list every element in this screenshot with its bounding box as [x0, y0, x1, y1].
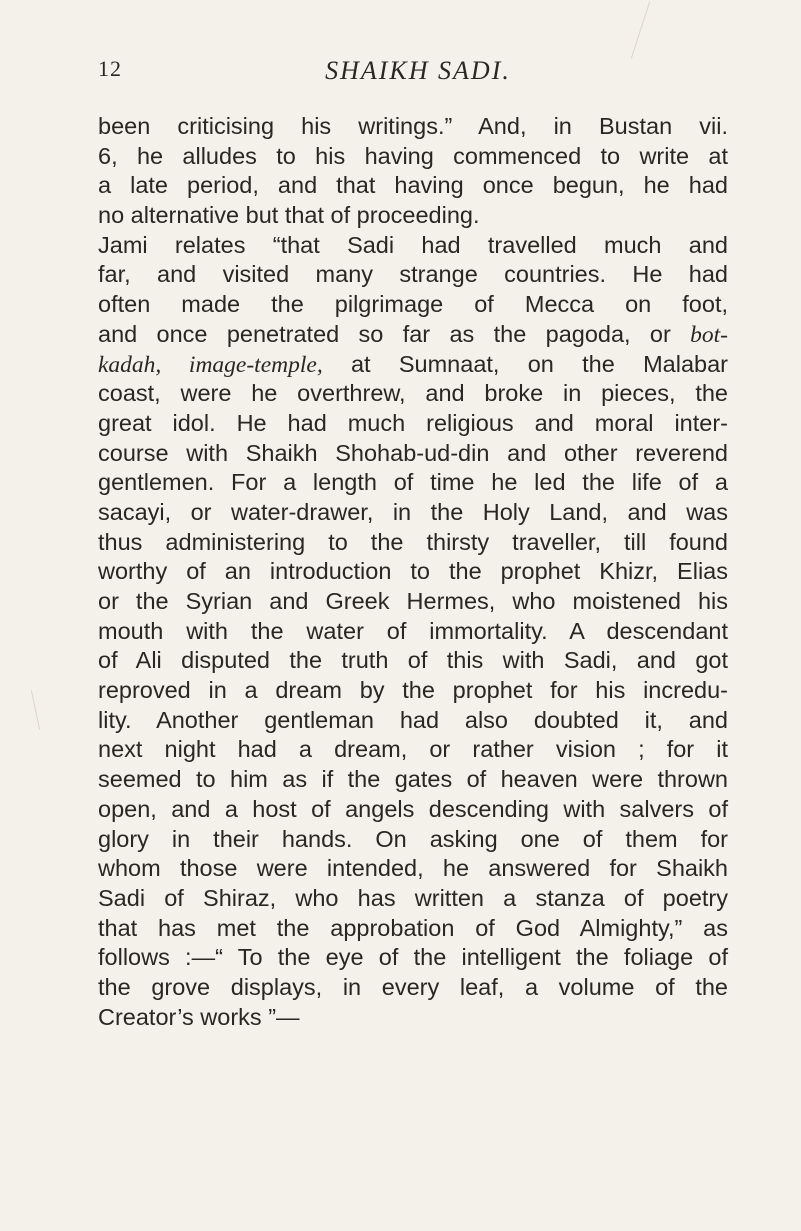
text-line	[98, 884, 728, 914]
line-text: worthy of an introduction to the prophet Khizr, Elias	[98, 558, 728, 585]
text-line	[98, 765, 728, 795]
text-line	[98, 290, 728, 320]
line-text: often made the pilgrimage of Mecca on foot,	[98, 291, 728, 318]
running-title: SHAIKH SADI.	[325, 56, 511, 85]
text-line	[98, 379, 728, 409]
text-line	[98, 201, 728, 231]
text-line	[98, 409, 728, 439]
body-text	[98, 112, 728, 1032]
line-text: reproved in a dream by the prophet for his incredu-	[98, 677, 728, 704]
text-line	[98, 498, 728, 528]
page-number: 12	[98, 56, 122, 81]
text-line	[98, 617, 728, 647]
line-text: course with Shaikh Shohab-ud-din and other reverend	[98, 439, 728, 466]
italic-term: kadah, image-temple,	[98, 351, 323, 378]
text-line	[98, 973, 728, 1003]
line-text: Sadi of Shiraz, who has written a stanza of poetry	[98, 884, 728, 911]
text-line	[98, 468, 728, 498]
text-line	[98, 142, 728, 172]
text-line	[98, 171, 728, 201]
paper-mark	[631, 1, 650, 58]
line-text: seemed to him as if the gates of heaven were thrown	[98, 766, 728, 793]
page-header	[98, 56, 738, 96]
line-text: been criticising his writings.” And, in Bustan vii.	[98, 113, 728, 139]
line-text: Jami relates “that Sadi had travelled much and	[98, 231, 728, 258]
line-text: gentlemen. For a length of time he led the life of a	[98, 469, 728, 496]
line-text: thus administering to the thirsty traveller, till found	[98, 528, 728, 555]
text-line	[98, 706, 728, 736]
line-text: of Ali disputed the truth of this with Sadi, and got	[98, 647, 728, 674]
text-line	[98, 646, 728, 676]
line-text: far, and visited many strange countries. He had	[98, 261, 728, 288]
text-line	[98, 112, 728, 142]
text-line	[98, 231, 728, 261]
line-text: great idol. He had much religious and moral inter-	[98, 409, 728, 436]
text-line	[98, 825, 728, 855]
paper-mark	[31, 690, 40, 729]
text-line	[98, 528, 728, 558]
line-text: no alternative but that of proceeding.	[98, 202, 480, 229]
line-text: coast, were he overthrew, and broke in pieces, the	[98, 380, 728, 407]
line-text: whom those were intended, he answered for Shaikh	[98, 855, 728, 882]
text-line	[98, 943, 728, 973]
line-text: and once penetrated so far as the pagoda, or	[98, 320, 691, 347]
line-text: glory in their hands. On asking one of them for	[98, 825, 728, 852]
line-text: that has met the approbation of God Almighty,” as	[98, 914, 728, 941]
line-text: mouth with the water of immortality. A descendant	[98, 617, 728, 644]
text-line	[98, 587, 728, 617]
text-line	[98, 260, 728, 290]
text-line	[98, 557, 728, 587]
line-text: the grove displays, in every leaf, a volume of the	[98, 973, 728, 1000]
line-text: open, and a host of angels descending with salvers of	[98, 795, 728, 822]
text-line	[98, 676, 728, 706]
line-text: lity. Another gentleman had also doubted it, and	[98, 706, 728, 733]
line-text: next night had a dream, or rather vision ; for it	[98, 736, 728, 763]
text-line	[98, 914, 728, 944]
text-line	[98, 320, 728, 350]
text-line	[98, 854, 728, 884]
text-line	[98, 350, 728, 380]
line-text: 6, he alludes to his having commenced to write at	[98, 142, 728, 169]
italic-term: bot-	[690, 321, 728, 348]
line-text: sacayi, or water-drawer, in the Holy Land, and was	[98, 498, 728, 525]
text-line	[98, 1003, 728, 1033]
text-line	[98, 439, 728, 469]
text-line	[98, 735, 728, 765]
line-text: follows :—“ To the eye of the intelligent the foliage of	[98, 944, 728, 971]
line-text: Creator’s works ”—	[98, 1003, 300, 1030]
line-text: or the Syrian and Greek Hermes, who moistened his	[98, 588, 728, 614]
line-text: at Sumnaat, on the Malabar	[322, 350, 728, 377]
text-line	[98, 795, 728, 825]
line-text: a late period, and that having once begun, he had	[98, 172, 728, 199]
